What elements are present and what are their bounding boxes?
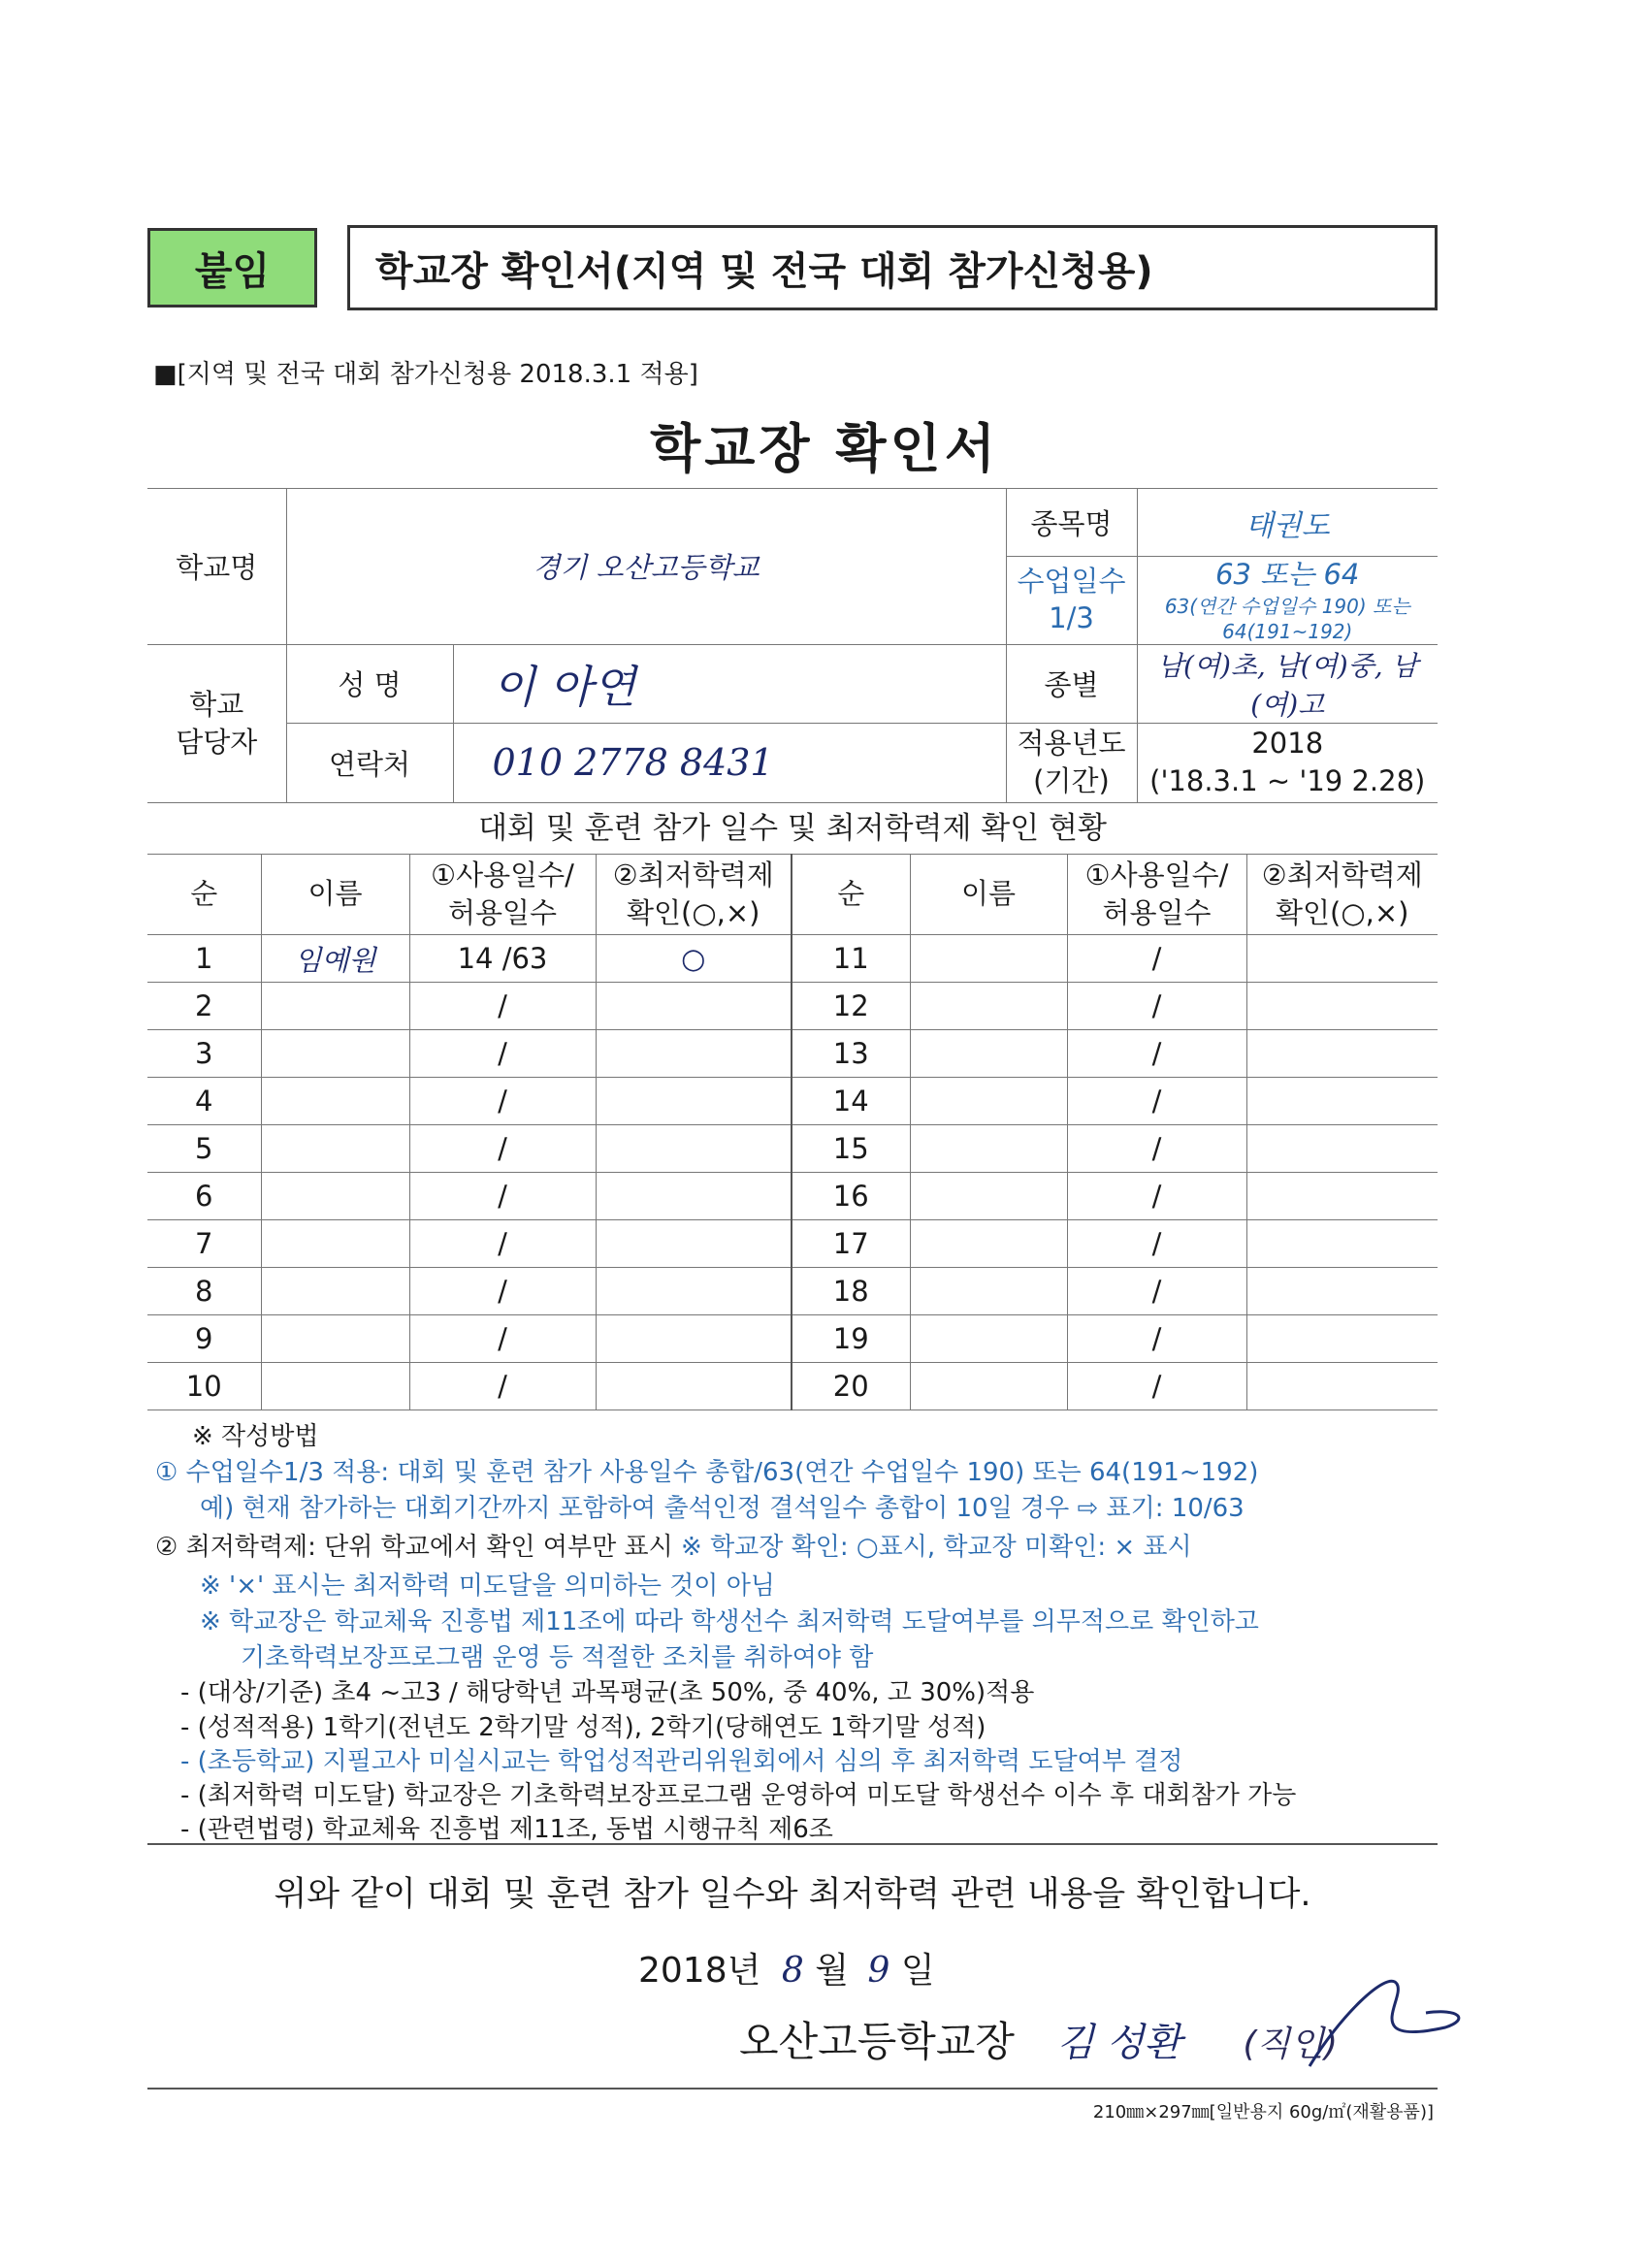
row-days: / [409, 1268, 596, 1315]
row-no-2: 11 [792, 935, 910, 983]
row-name: 임예원 [261, 935, 409, 983]
col-no: 순 [147, 855, 261, 935]
row-check-2 [1246, 1315, 1438, 1363]
date-day-unit: 일 [900, 1951, 935, 1991]
days-value-line1: 63 또는 64 [1215, 558, 1360, 591]
days-label-line1: 수업일수 [1017, 565, 1126, 599]
signer-title: 오산고등학교장 [739, 2018, 1016, 2065]
info-table [147, 488, 1438, 803]
row-name-2 [910, 1125, 1067, 1173]
row-name [261, 1315, 409, 1363]
table-row [147, 935, 1438, 983]
row-name [261, 1078, 409, 1125]
instruction-line-7: - (대상/기준) 초4 ~고3 / 해당학년 과목평균(초 50%, 중 40%, 고 30%)적용 [180, 1678, 1035, 1707]
name-label: 성 명 [286, 644, 453, 723]
instruction-line-6: 기초학력보장프로그램 운영 등 적절한 조치를 취하여야 함 [241, 1643, 874, 1672]
signer-name: 김 성환 [1056, 2021, 1182, 2065]
col-days-line2: 허용일수 [447, 896, 558, 929]
col-days-2-line1: ①사용일수/ [1084, 858, 1229, 891]
row-days-2: / [1067, 1268, 1246, 1315]
row-no: 3 [147, 1030, 261, 1078]
row-days: 14 /63 [409, 935, 596, 983]
signature-date [638, 1943, 935, 1993]
row-check-2 [1246, 1125, 1438, 1173]
table-row [147, 1315, 1438, 1363]
year-value [1137, 723, 1438, 802]
row-no-2: 16 [792, 1173, 910, 1220]
attachment-badge: 붙임 [147, 228, 317, 308]
row-name [261, 1030, 409, 1078]
row-check [596, 1315, 792, 1363]
row-no: 4 [147, 1078, 261, 1125]
table-row [147, 1220, 1438, 1268]
instruction-line-3 [155, 1527, 1192, 1563]
row-check-2 [1246, 1268, 1438, 1315]
row-name-2 [910, 1078, 1067, 1125]
row-check [596, 1030, 792, 1078]
status-table [147, 854, 1438, 1410]
sport-label: 종목명 [1006, 489, 1137, 557]
row-name [261, 1363, 409, 1410]
date-month-unit: 월 [815, 1951, 849, 1991]
signer-block [739, 2010, 1338, 2068]
col-name-2: 이름 [910, 855, 1067, 935]
row-check-2 [1246, 1363, 1438, 1410]
row-days-2: / [1067, 1363, 1246, 1410]
row-check [596, 1220, 792, 1268]
row-no: 5 [147, 1125, 261, 1173]
row-no-2: 18 [792, 1268, 910, 1315]
date-month: 8 [781, 1951, 804, 1991]
table-row [147, 1173, 1438, 1220]
row-check [596, 1078, 792, 1125]
col-days [409, 855, 596, 935]
col-check-2-line2: 확인(○,×) [1276, 896, 1409, 929]
table-row [147, 983, 1438, 1030]
year-label-line1: 적용년도 [1017, 727, 1126, 761]
row-name-2 [910, 1173, 1067, 1220]
table-row [147, 1030, 1438, 1078]
page-title: 학교장 확인서 [650, 418, 999, 479]
instruction-line-9: - (초등학교) 지필고사 미실시교는 학업성적관리위원회에서 심의 후 최저학력 도달여부 결정 [180, 1747, 1183, 1776]
row-check [596, 1363, 792, 1410]
contact-group-line1: 학교 [189, 687, 244, 721]
col-days-2-line2: 허용일수 [1102, 896, 1212, 929]
row-name-2 [910, 983, 1067, 1030]
row-no-2: 19 [792, 1315, 910, 1363]
row-name-2 [910, 1363, 1067, 1410]
contact-group-label [147, 644, 286, 802]
row-check-2 [1246, 1030, 1438, 1078]
row-no-2: 12 [792, 983, 910, 1030]
row-days: / [409, 1125, 596, 1173]
row-name-2 [910, 1030, 1067, 1078]
row-check-2 [1246, 983, 1438, 1030]
applicability-note: ■[지역 및 전국 대회 참가신청용 2018.3.1 적용] [153, 360, 698, 389]
status-section-title: 대회 및 훈련 참가 일수 및 최저학력제 확인 현황 [478, 811, 1107, 846]
row-name-2 [910, 1220, 1067, 1268]
col-name: 이름 [261, 855, 409, 935]
row-no-2: 15 [792, 1125, 910, 1173]
date-day: 9 [867, 1951, 890, 1991]
row-check [596, 983, 792, 1030]
col-check-line1: ②최저학력제 [612, 858, 774, 891]
row-check-2 [1246, 1173, 1438, 1220]
row-no: 7 [147, 1220, 261, 1268]
document-header-title: 학교장 확인서(지역 및 전국 대회 참가신청용) [347, 225, 1438, 310]
row-no: 9 [147, 1315, 261, 1363]
name-value: 이 아연 [453, 644, 1006, 723]
col-check-line2: 확인(○,×) [627, 896, 760, 929]
gender-value: 남(여)초, 남(여)중, 남(여)고 [1137, 644, 1438, 723]
row-days-2: / [1067, 1030, 1246, 1078]
days-label [1006, 557, 1137, 645]
row-days-2: / [1067, 983, 1246, 1030]
row-days-2: / [1067, 1078, 1246, 1125]
row-no-2: 13 [792, 1030, 910, 1078]
row-no-2: 17 [792, 1220, 910, 1268]
phone-label: 연락처 [286, 723, 453, 802]
row-days-2: / [1067, 1125, 1246, 1173]
instruction-line-10: - (최저학력 미도달) 학교장은 기초학력보장프로그램 운영하여 미도달 학생선수 이수 후 대회참가 가능 [180, 1781, 1297, 1810]
row-name-2 [910, 935, 1067, 983]
col-check-2-line1: ②최저학력제 [1261, 858, 1423, 891]
section-divider [147, 1843, 1438, 1845]
row-name [261, 983, 409, 1030]
signature-scribble-icon [1300, 1960, 1474, 2076]
year-value-line2: ('18.3.1 ~ '19 2.28) [1149, 764, 1426, 798]
row-days: / [409, 1173, 596, 1220]
table-row [147, 1363, 1438, 1410]
year-label-line2: (기간) [1033, 764, 1110, 798]
row-check [596, 1173, 792, 1220]
row-no-2: 14 [792, 1078, 910, 1125]
instruction-line-4: ※ '×' 표시는 최저학력 미도달을 의미하는 것이 아님 [200, 1571, 775, 1601]
table-row [147, 1268, 1438, 1315]
row-days: / [409, 1315, 596, 1363]
row-check [596, 1125, 792, 1173]
row-name-2 [910, 1268, 1067, 1315]
paper-spec-footer: 210㎜×297㎜[일반용지 60g/㎡(재활용품)] [1092, 2102, 1434, 2122]
row-check-2 [1246, 1078, 1438, 1125]
row-name [261, 1268, 409, 1315]
instruction-line-2: 예) 현재 참가하는 대회기간까지 포함하여 출석인정 결석일수 총합이 10일 경우 ⇨ 표기: 10/63 [200, 1494, 1245, 1523]
row-days: / [409, 983, 596, 1030]
row-name [261, 1220, 409, 1268]
days-value [1137, 557, 1438, 645]
col-days-line1: ①사용일수/ [431, 858, 574, 891]
row-no: 8 [147, 1268, 261, 1315]
school-value: 경기 오산고등학교 [286, 489, 1006, 645]
row-name [261, 1173, 409, 1220]
col-days-2 [1067, 855, 1246, 935]
row-no: 1 [147, 935, 261, 983]
row-days: / [409, 1030, 596, 1078]
row-no: 10 [147, 1363, 261, 1410]
row-name [261, 1125, 409, 1173]
sport-value: 태권도 [1137, 489, 1438, 557]
instructions-heading: ※ 작성방법 [192, 1422, 319, 1451]
school-label: 학교명 [147, 489, 286, 645]
year-value-line1: 2018 [1251, 727, 1324, 761]
instruction-line-1: ① 수업일수1/3 적용: 대회 및 훈련 참가 사용일수 총합/63(연간 수업일수 190) 또는 64(191~192) [155, 1458, 1259, 1487]
row-no: 2 [147, 983, 261, 1030]
row-no-2: 20 [792, 1363, 910, 1410]
date-year: 2018년 [638, 1951, 761, 1991]
row-days: / [409, 1220, 596, 1268]
instruction-line-8: - (성적적용) 1학기(전년도 2학기말 성적), 2학기(당해연도 1학기말 성적) [180, 1713, 986, 1742]
gender-label: 종별 [1006, 644, 1137, 723]
col-check-2 [1246, 855, 1438, 935]
col-check [596, 855, 792, 935]
instruction-line-5: ※ 학교장은 학교체육 진흥법 제11조에 따라 학생선수 최저학력 도달여부를 의무적으로 확인하고 [200, 1607, 1259, 1636]
row-check [596, 1268, 792, 1315]
days-label-line2: 1/3 [1049, 600, 1094, 634]
row-days-2: / [1067, 935, 1246, 983]
row-days-2: / [1067, 1220, 1246, 1268]
row-check: ○ [596, 935, 792, 983]
row-check-2 [1246, 935, 1438, 983]
instruction-line-11: - (관련법령) 학교체육 진흥법 제11조, 동법 시행규칙 제6조 [180, 1815, 833, 1844]
row-check-2 [1246, 1220, 1438, 1268]
row-days: / [409, 1363, 596, 1410]
row-days-2: / [1067, 1173, 1246, 1220]
phone-value: 010 2778 8431 [453, 723, 1006, 802]
table-row [147, 1078, 1438, 1125]
row-days: / [409, 1078, 596, 1125]
instruction-line-3a: ② 최저학력제: 단위 학교에서 확인 여부만 표시 [155, 1533, 682, 1562]
days-value-line2: 63(연간 수업일수 190) 또는 64(191~192) [1164, 594, 1410, 643]
instruction-line-3b: ※ 학교장 확인: ○표시, 학교장 미확인: × 표시 [681, 1533, 1192, 1562]
col-no-2: 순 [792, 855, 910, 935]
official-seal: (직인) [1243, 2025, 1339, 2064]
footer-divider [147, 2088, 1438, 2090]
row-days-2: / [1067, 1315, 1246, 1363]
table-row [147, 1125, 1438, 1173]
confirmation-statement: 위와 같이 대회 및 훈련 참가 일수와 최저학력 관련 내용을 확인합니다. [274, 1875, 1311, 1914]
row-name-2 [910, 1315, 1067, 1363]
contact-group-line2: 담당자 [176, 725, 258, 759]
year-label [1006, 723, 1137, 802]
row-no: 6 [147, 1173, 261, 1220]
